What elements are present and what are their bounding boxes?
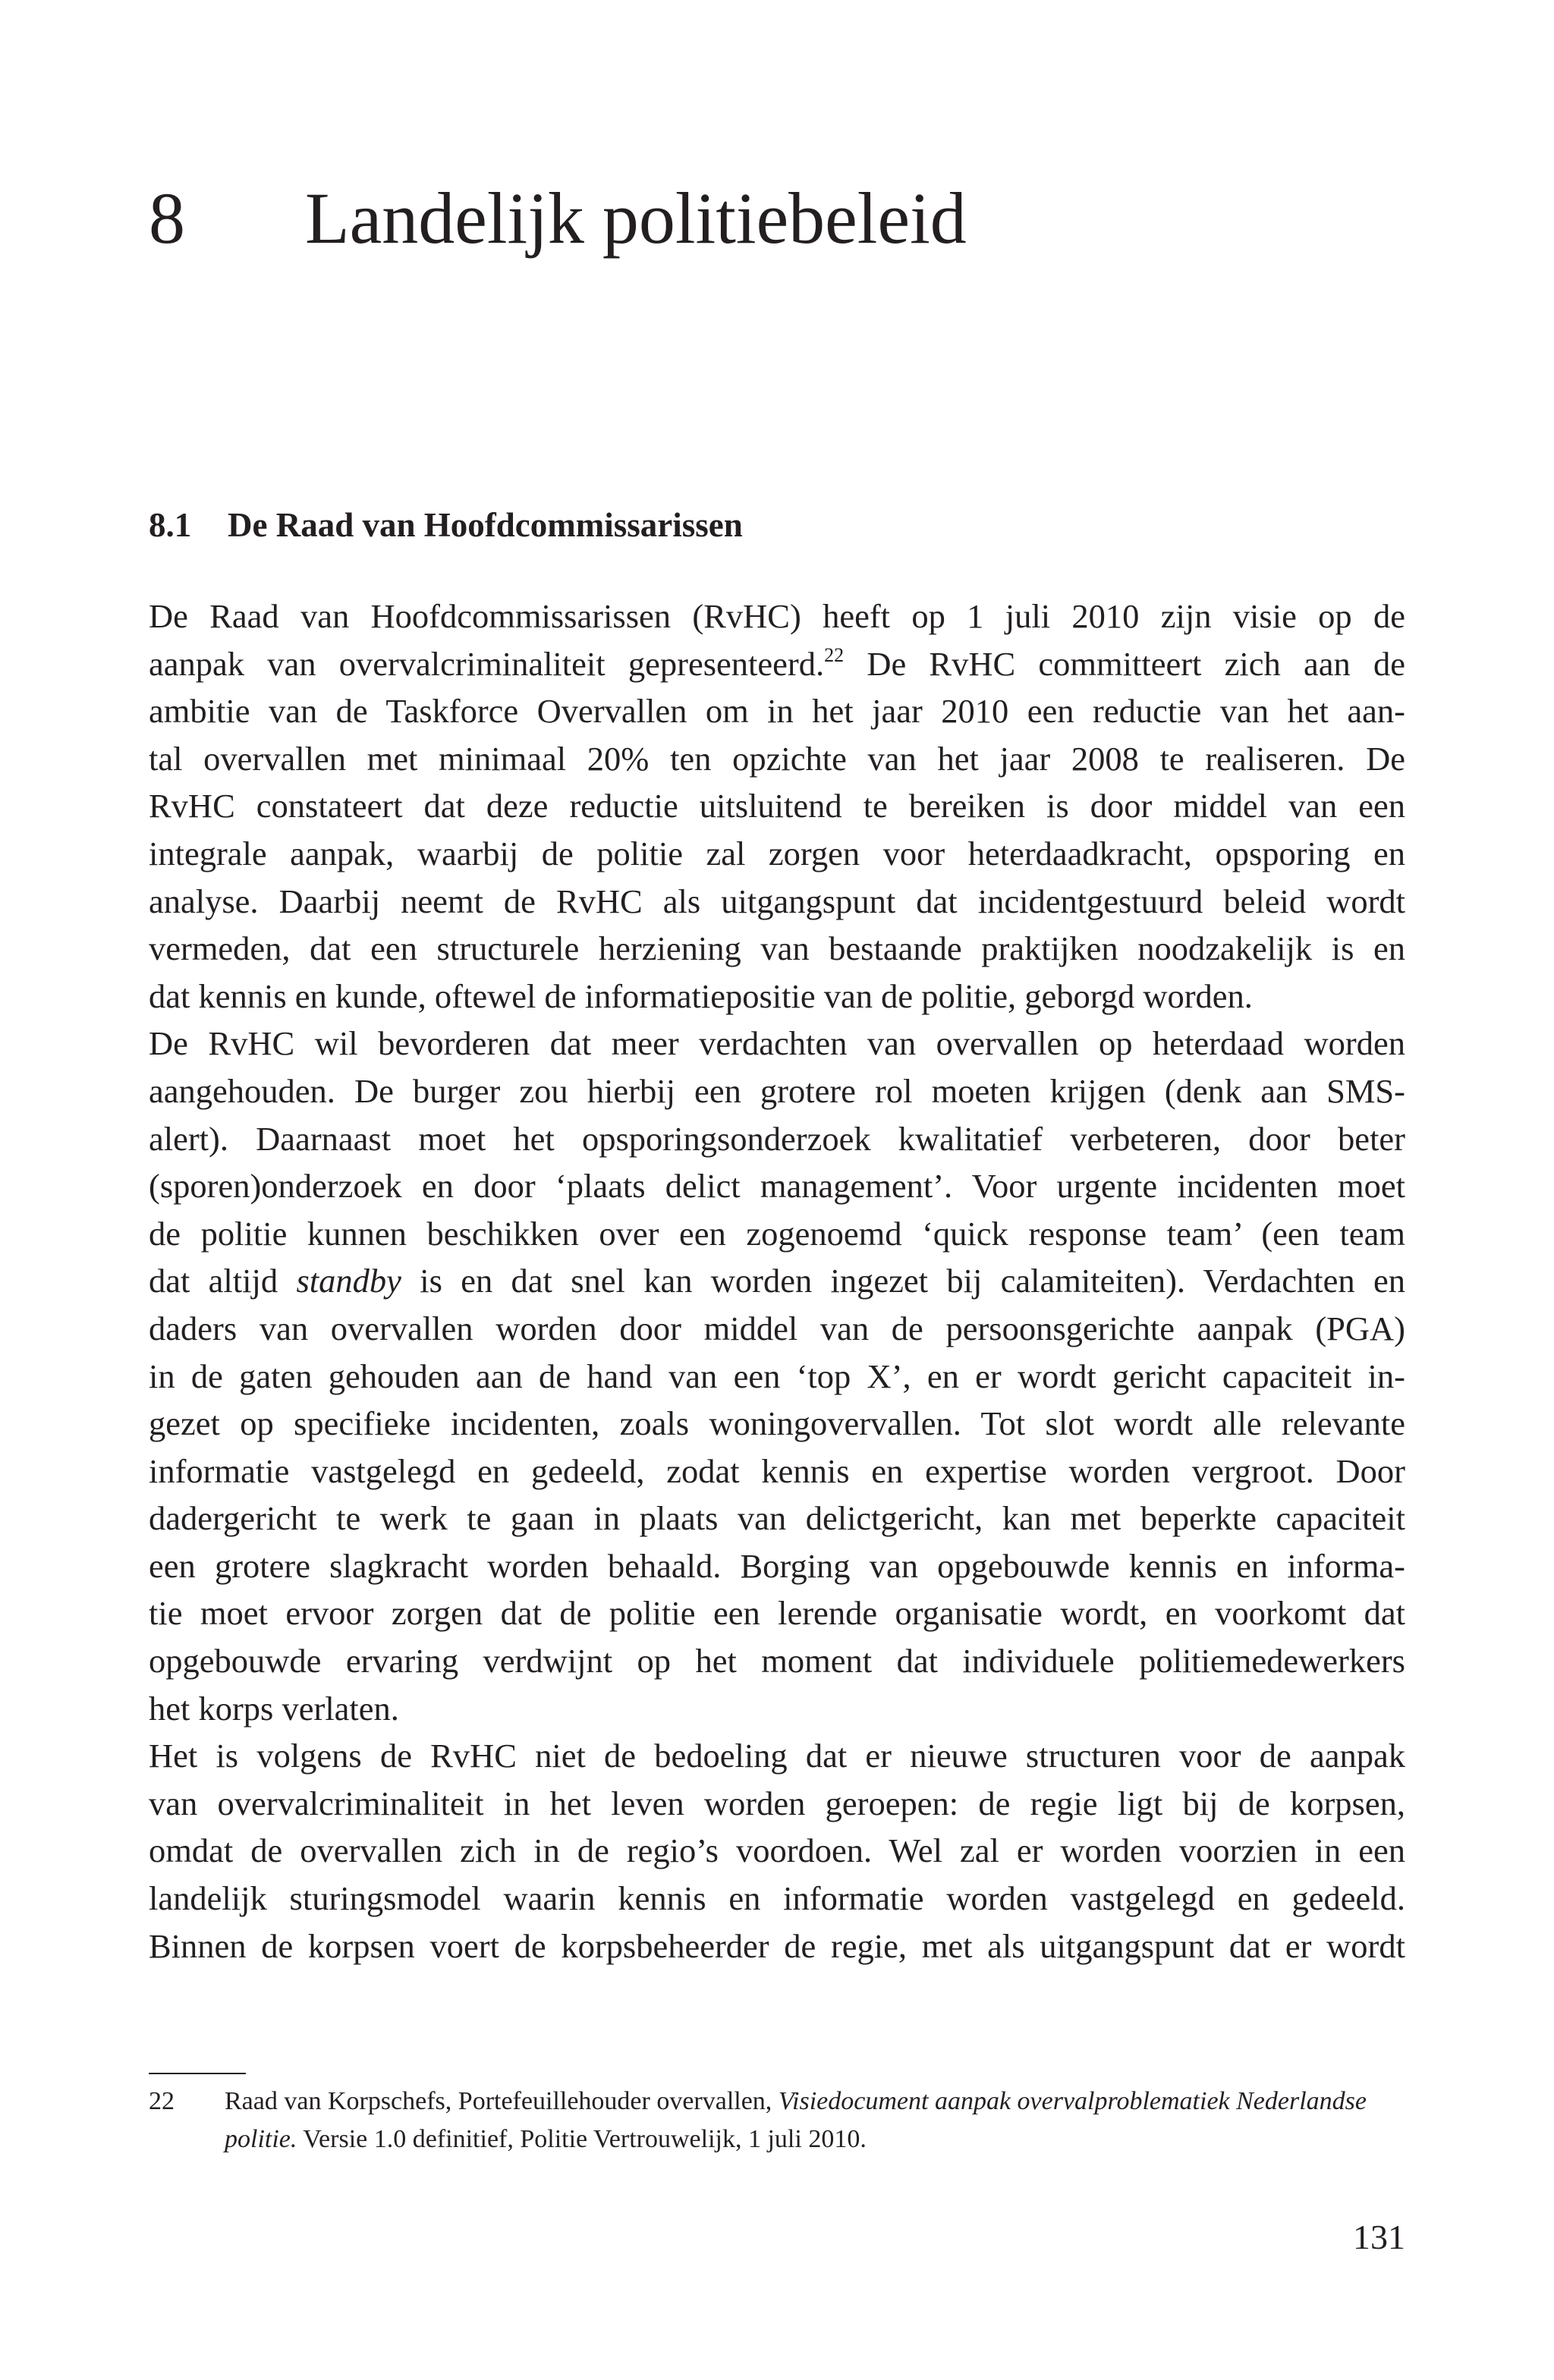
text-line: aangehouden. De burger zou hierbij een grotere rol moeten krijgen (denk aan SMS- xyxy=(149,1071,1405,1110)
text-span: De RvHC committeert zich aan de xyxy=(844,644,1405,683)
chapter-number: 8 xyxy=(149,178,185,259)
section-title: De Raad van Hoofdcommissarissen xyxy=(228,506,743,544)
text-line: De RvHC wil bevorderen dat meer verdachten van overvallen op heterdaad worden xyxy=(149,1024,1405,1063)
section-heading xyxy=(149,505,743,545)
footnote xyxy=(149,2083,1405,2158)
text-span: Versie 1.0 definitief, Politie Vertrouwelijk, 1 juli 2010. xyxy=(297,2125,867,2153)
text-line: Het is volgens de RvHC niet de bedoeling dat er nieuwe structuren voor de aanpak xyxy=(149,1737,1405,1775)
text-line: informatie vastgelegd en gedeeld, zodat kennis en expertise worden vergroot. Door xyxy=(149,1451,1405,1490)
page-number: 131 xyxy=(1353,2218,1405,2256)
text-line: landelijk sturingsmodel waarin kennis en informatie worden vastgelegd en gedeeld. xyxy=(149,1879,1405,1918)
chapter-heading xyxy=(149,178,967,259)
text-line: omdat de overvallen zich in de regio’s voordoen. Wel zal er worden voorzien in een xyxy=(149,1831,1405,1870)
text-line xyxy=(149,1257,1405,1305)
footnote-text xyxy=(225,2083,1367,2121)
footnote-divider xyxy=(149,2073,246,2074)
chapter-title: Landelijk politiebeleid xyxy=(305,178,967,259)
text-line: De Raad van Hoofdcommissarissen (RvHC) heeft op 1 juli 2010 zijn visie op de xyxy=(149,597,1405,635)
text-line: alert). Daarnaast moet het opsporingsonderzoek kwalitatief verbeteren, door beter xyxy=(149,1119,1405,1158)
footnote-text xyxy=(225,2121,867,2158)
footnote-line xyxy=(149,2083,1405,2121)
text-span: is en dat snel kan worden ingezet bij calamiteiten). Verdachten en xyxy=(401,1262,1405,1300)
section-number: 8.1 xyxy=(149,506,192,544)
footnote-reference[interactable]: 22 xyxy=(824,643,845,666)
text-line: ambitie van de Taskforce Overvallen om in het jaar 2010 een reductie van het aan- xyxy=(149,692,1405,731)
text-span: aanpak van overvalcriminaliteit gepresenteerd. xyxy=(149,644,825,683)
text-span: Raad van Korpschefs, Portefeuillehouder overvallen, xyxy=(225,2087,779,2115)
text-line: daders van overvallen worden door middel van de persoonsgerichte aanpak (PGA) xyxy=(149,1309,1405,1347)
italic-title: politie. xyxy=(225,2125,297,2153)
italic-title: Visiedocument aanpak overvalproblematiek Nederlandse xyxy=(778,2087,1367,2115)
text-span: dat altijd xyxy=(149,1262,297,1300)
text-line: Binnen de korpsen voert de korpsbeheerder de regie, met als uitgangspunt dat er wordt xyxy=(149,1926,1405,1965)
text-line: analyse. Daarbij neemt de RvHC als uitgangspunt dat incidentgestuurd beleid wordt xyxy=(149,882,1405,920)
text-line: in de gaten gehouden aan de hand van een ‘top X’, en er wordt gericht capaciteit in- xyxy=(149,1357,1405,1395)
text-line: RvHC constateert dat deze reductie uitsluitend te bereiken is door middel van een xyxy=(149,787,1405,825)
text-line: (sporen)onderzoek en door ‘plaats delict management’. Voor urgente incidenten moet xyxy=(149,1167,1405,1206)
text-line: het korps verlaten. xyxy=(149,1689,399,1728)
text-line: tal overvallen met minimaal 20% ten opzichte van het jaar 2008 te realiseren. De xyxy=(149,739,1405,778)
body-text xyxy=(149,593,1405,1970)
text-line: tie moet ervoor zorgen dat de politie een lerende organisatie wordt, en voorkomt dat xyxy=(149,1594,1405,1633)
footnote-number: 22 xyxy=(149,2087,175,2115)
text-line: integrale aanpak, waarbij de politie zal zorgen voor heterdaadkracht, opsporing en xyxy=(149,834,1405,872)
footnote-line xyxy=(149,2121,1405,2158)
text-line: de politie kunnen beschikken over een zogenoemd ‘quick response team’ (een team xyxy=(149,1214,1405,1253)
italic-term: standby xyxy=(296,1262,401,1300)
text-line xyxy=(149,640,1405,688)
text-line: dadergericht te werk te gaan in plaats van delictgericht, kan met beperkte capaciteit xyxy=(149,1499,1405,1538)
text-line: dat kennis en kunde, oftewel de informatiepositie van de politie, geborgd worden. xyxy=(149,976,1253,1015)
text-line: vermeden, dat een structurele herziening van bestaande praktijken noodzakelijk is en xyxy=(149,929,1405,968)
text-line: gezet op specifieke incidenten, zoals woningovervallen. Tot slot wordt alle relevante xyxy=(149,1404,1405,1443)
text-line: van overvalcriminaliteit in het leven worden geroepen: de regie ligt bij de korpsen, xyxy=(149,1784,1405,1822)
text-line: een grotere slagkracht worden behaald. Borging van opgebouwde kennis en informa- xyxy=(149,1546,1405,1585)
text-line: opgebouwde ervaring verdwijnt op het moment dat individuele politiemedewerkers xyxy=(149,1642,1405,1680)
